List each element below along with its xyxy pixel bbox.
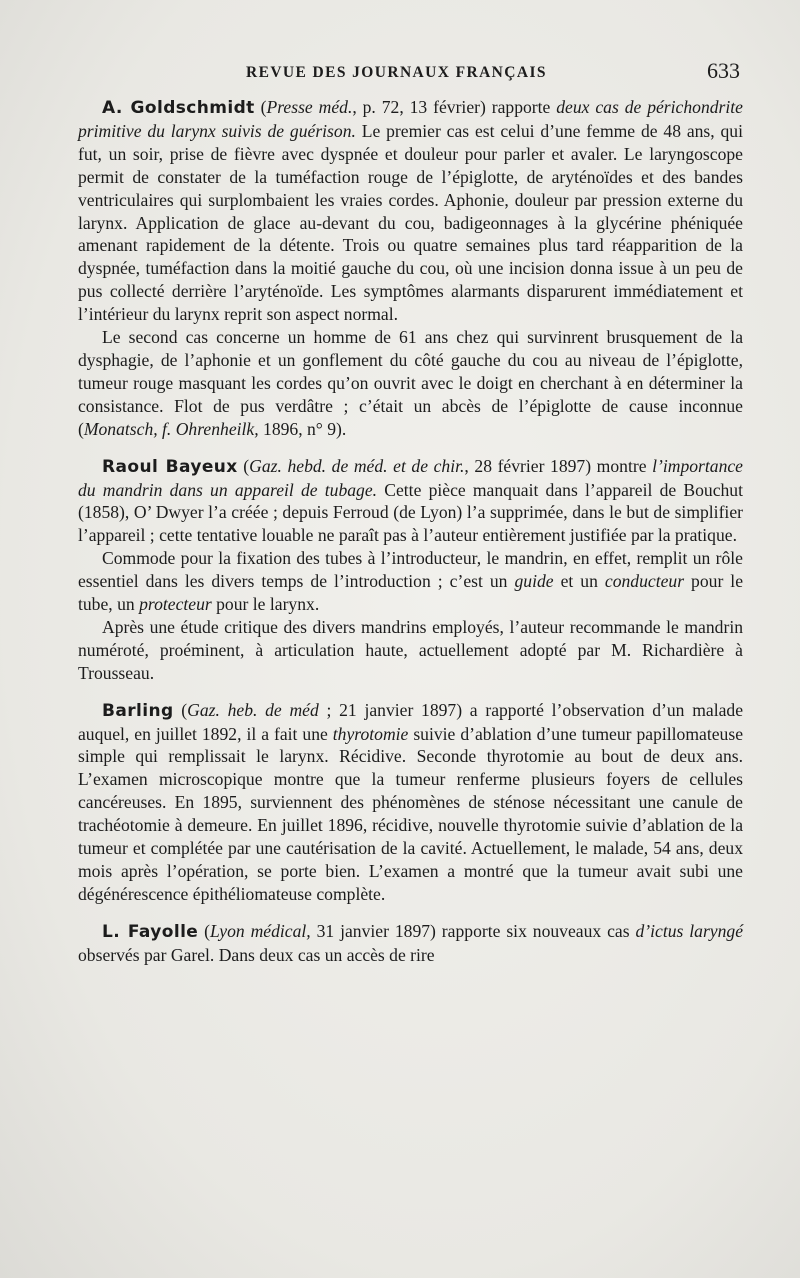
paragraph [78,96,743,326]
author-name: Raoul Bayeux [102,456,238,477]
paragraph [78,326,743,441]
text: et un [553,571,605,592]
entry-barling [78,699,743,906]
author-name: Barling [102,700,174,721]
paragraph [78,920,743,967]
text: ( [254,97,267,117]
text: pour le tube, un [78,571,743,615]
paragraph [78,455,743,548]
emphasis: protecteur [139,594,212,615]
author-name: L. Fayolle [102,921,199,942]
citation: Presse méd. [266,97,353,117]
page-header [78,58,742,88]
text: , p. 72, 13 février) rapporte [352,97,557,117]
text: ; 21 janvier 1897) a rapporté l’observation d’un malade auquel, en juillet 1892, il a fait une [78,699,744,744]
citation: Gaz. hebd. de méd. et de chir. [249,455,465,476]
paragraph [78,699,743,906]
running-title: REVUE DES JOURNAUX FRANÇAIS [246,64,547,81]
author-name: A. Goldschmidt [102,98,255,118]
text: pour le larynx. [211,594,320,615]
text: observés par Garel. Dans deux cas un accès de rire [78,944,435,965]
text: 31 janvier 1897) rapporte six nouveaux cas [310,920,636,941]
citation: Monatsch, f. Ohrenheilk, [83,418,259,439]
text: suivie d’ablation d’une tumeur papillomateuse simple qui remplissait le larynx. Récidive. Seconde thyrotomie au bout de deux ans. L’examen microscopique montre que la tumeur renferme plusieurs foyers de cellules cancéreuses. En 1895, surviennent des phénomènes de sténose nécessitant une canule de trachéotomie à demeure. En juillet 1896, récidive, nouvelle thyrotomie suivie d’ablation de la tumeur et complétée par une cautérisation de la cavité. Actuellement, le malade, 54 ans, deux mois après l’opération, se porte bien. L’examen a montré que la tumeur avait subi une dégénérescence épithéliomateuse complète. [78,723,743,904]
text: Le second cas concerne un homme de 61 ans chez qui survinrent brusquement de la dysphagie, de l’aphonie et un gonflement du côté gauche du cou au niveau de l’épiglotte, tumeur rouge masquant les cordes qu’on ouvrit avec le doigt en cherchant à en déterminer la consistance. Flot de pus verdâtre ; c’était un abcès de l’épiglotte de cause inconnue ( [78,327,743,439]
page-number: 633 [707,58,740,83]
emphasis: guide [514,571,554,592]
text: 1896, n° 9). [258,418,347,439]
entry-fayolle [78,920,743,967]
text: Le premier cas est celui d’une femme de 48 ans, qui fut, un soir, prise de fièvre avec dyspnée et douleur pour parler et avaler. Le laryngoscope permit de constater de la tuméfaction rouge de l’épiglotte, de aryténoïdes et des bandes ventriculaires qui surplombaient les vraies cordes. Aphonie, douleur par pression externe du larynx. Application de glace au-devant du cou, badigeonnages à la glycérine phéniquée amenant rapidement de la détente. Trois ou quatre semaines plus tard réapparition de la dyspnée, tuméfaction dans la moitié gauche du cou, où une incision donna issue à un peu de pus collecté derrière l’aryténoïde. Les symptômes alarmants disparurent immédiatement et l’intérieur du larynx reprit son aspect normal. [78,120,743,325]
text: ( [198,920,211,941]
entry-goldschmidt [78,96,743,441]
article-title: deux cas de périchondrite primitive du larynx suivis de guérison. [78,97,743,141]
entry-bayeux [78,455,743,685]
text: Cette pièce manquait dans l’appareil de Bouchut (1858), O’ Dwyer l’a créée ; depuis Ferroud (de Lyon) l’a supprimée, dans le but de simplifier l’appareil ; cette tentative louable ne paraît pas à l’auteur entièrement justifiée par la pratique. [78,479,743,546]
text: , 28 février 1897) montre [464,455,653,476]
text: ( [237,455,250,476]
paragraph: Après une étude critique des divers mandrins employés, l’auteur recommande le mandrin numéroté, proéminent, à articulation haute, actuellement adopté par M. Richardière à Trousseau. [78,616,743,683]
article-body [78,96,743,967]
paragraph [78,547,743,616]
text: ( [173,699,188,720]
emphasis: thyrotomie [332,723,409,744]
emphasis: conducteur [604,571,685,592]
article-title: l’importance du mandrin dans un appareil de tubage. [78,455,743,500]
citation: Lyon médical, [210,920,311,941]
citation: Gaz. heb. de méd [187,699,319,720]
text: Commode pour la fixation des tubes à l’introducteur, le mandrin, en effet, remplit un rôle essentiel dans les divers temps de l’introduction ; c’est un [78,548,743,592]
article-title: d’ictus laryngé [635,920,744,941]
